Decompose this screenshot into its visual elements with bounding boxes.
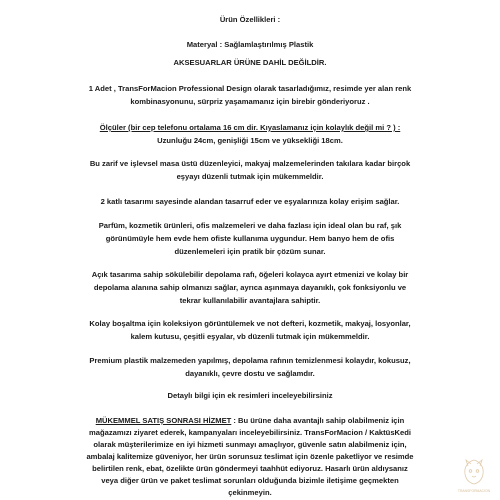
service-line-7: çekinmeyin. xyxy=(228,488,272,497)
paragraph-6-line-2: dayanıklı, çevre dostu ve sağlamdır. xyxy=(185,369,315,378)
service-heading: MÜKEMMEL SATIŞ SONRASI HİZMET xyxy=(95,416,232,425)
service-line-3: olarak müşterilerimize en iyi hizmeti sunmayı amaçlıyor, güvenle satın alabilmeniz için, xyxy=(93,440,407,449)
paragraph-1-line-1: Bu zarif ve işlevsel masa üstü düzenleyici, makyaj malzemelerinden takılara kadar birçok xyxy=(89,159,411,168)
service-line-1 xyxy=(0,416,500,426)
intro-line-1: 1 Adet , TransForMacion Professional Design olarak tasarladığımız, resimde yer alan renk xyxy=(88,84,412,93)
paragraph-3-line-2: görünümüyle hem evde hem ofiste kullanıma uygundur. Hem banyo hem de ofis xyxy=(105,234,395,243)
paragraph-6-line-1: Premium plastik malzemeden yapılmış, depolama rafının temizlenmesi kolaydır, kokusuz, xyxy=(89,356,411,365)
paragraph-7-line-1: Detaylı bilgi için ek resimleri inceleyebilirsiniz xyxy=(167,391,333,400)
service-line-6: veya diğer ürün ve paket teslimat sorunları olduğunda bizimle iletişime geçmekten xyxy=(101,476,399,485)
brand-logo-icon xyxy=(452,456,496,496)
paragraph-4-line-1: Açık tasarıma sahip sökülebilir depolama rafı, öğeleri kolayca ayırt etmenizi ve kolay bir xyxy=(91,270,409,279)
intro-line-2: kombinasyonunu, sürpriz yaşamamanız için birebir gönderiyoruz . xyxy=(130,97,370,106)
paragraph-4-line-2: depolama alanına sahip olmanızı sağlar, ayrıca aşınmaya dayanıklı, çok fonksiyonlu ve xyxy=(93,283,407,292)
paragraph-5-line-2: kalem kutusu, çeşitli eşyalar, vb düzenli tutmak için mükemmeldir. xyxy=(130,332,370,341)
accessories-warning: AKSESUARLAR ÜRÜNE DAHİL DEĞİLDİR. xyxy=(173,58,327,67)
paragraph-2-line-1: 2 katlı tasarımı sayesinde alandan tasarruf eder ve eşyalarınıza kolay erişim sağlar. xyxy=(100,197,400,206)
service-line-2: mağazamızı ziyaret ederek, kampanyaları inceleyebilirsiniz. TransForMacion / KaktüsKedi xyxy=(88,428,412,437)
paragraph-4-line-3: tekrar kullanılabilir avantajlara sahiptir. xyxy=(179,296,321,305)
service-first-line-rest: : Bu ürüne daha avantajlı sahip olabilmeniz için xyxy=(231,416,405,425)
features-title: Ürün Özellikleri : xyxy=(219,15,281,24)
dimensions-value: Uzunluğu 24cm, genişliği 15cm ve yüksekliği 18cm. xyxy=(157,136,343,145)
paragraph-3-line-3: düzenlemeleri için pratik bir çözüm sunar. xyxy=(174,247,326,256)
service-line-5: belirtilen renk, ebat, özelikte ürün göndermeyi taahhüt ediyoruz. Hasarlı ürün aldıysanız xyxy=(92,464,408,473)
paragraph-1-line-2: eşyayı düzenli tutmak için mükemmeldir. xyxy=(176,172,324,181)
paragraph-3-line-1: Parfüm, kozmetik ürünleri, ofis malzemeleri ve daha fazlası için ideal olan bu raf, şık xyxy=(98,221,402,230)
service-line-4: ambalaj kalitemize güveniyor, her ürün sorunsuz teslimat için özenle paketliyor ve resimde xyxy=(86,452,414,461)
logo-wordmark: TRANSFORMACION xyxy=(457,489,491,493)
paragraph-5-line-1: Kolay boşaltma için koleksiyon görüntülemek ve not defteri, kozmetik, makyaj, losyonlar, xyxy=(89,319,411,328)
material-line: Materyal : Sağlamlaştırılmış Plastik xyxy=(186,40,314,49)
dimensions-label: Ölçüler (bir cep telefonu ortalama 16 cm dir. Kıyaslamanız için kolaylık değil mi ? ) : xyxy=(99,123,401,132)
